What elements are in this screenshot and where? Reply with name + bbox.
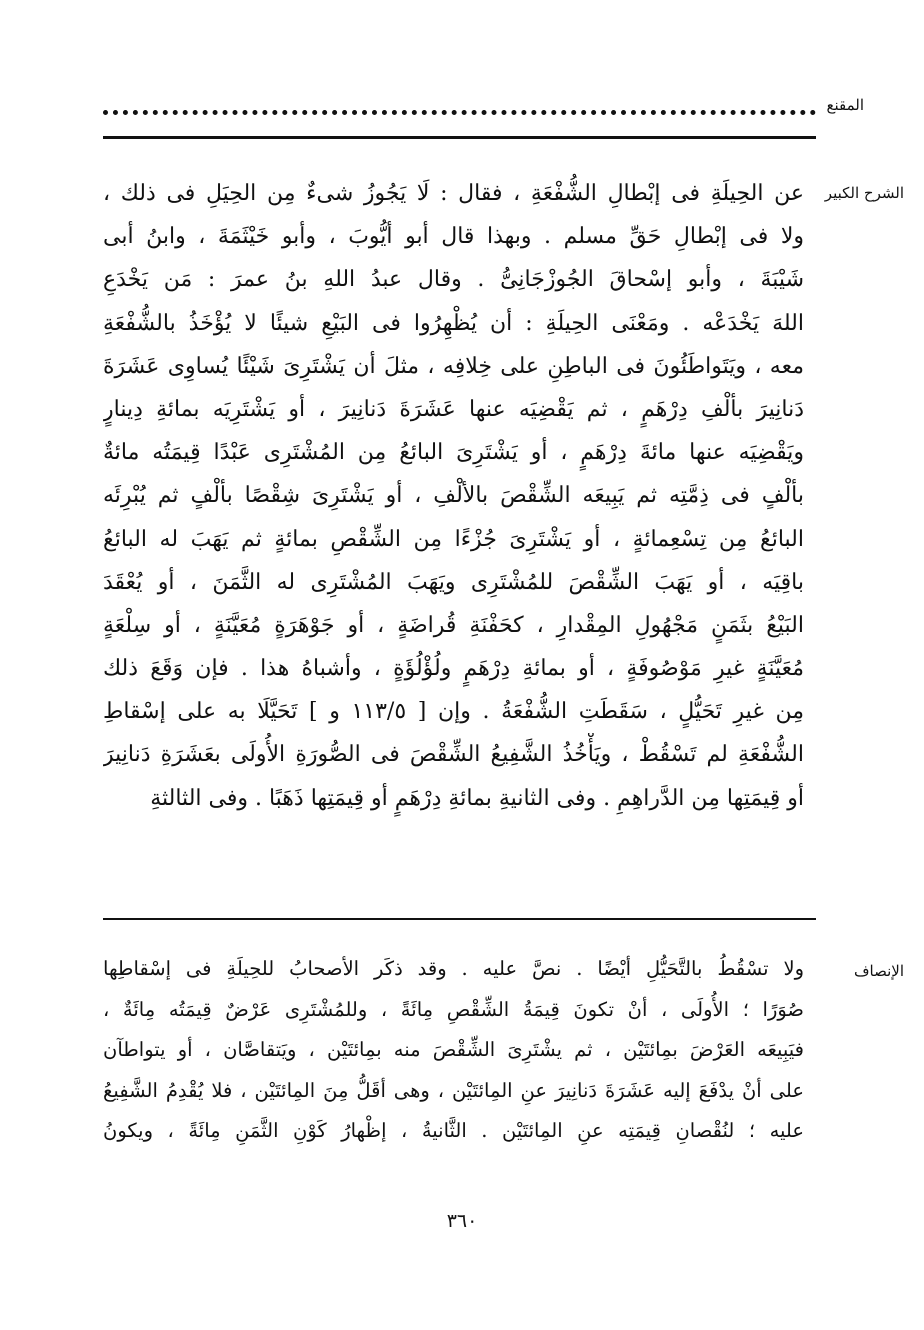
text-line: فيَبِيعَه العَرْضَ بمِائتَيْن ، ثم يشْتَرِىَ الشِّقْصَ منه بمِائتَيْن ، ويَتقاصَّان ، أو يتواطآن (103, 1038, 804, 1061)
text-line: اللهَ يَخْدَعْه . ومَعْنَى الحِيلَةِ : أن يُظْهِرُوا فى البَيْعِ شيئًا لا يُؤْخَذُ بالشُّفْعَةِ (103, 310, 804, 336)
section-label-sharh: الشرح الكبير (824, 184, 904, 202)
running-header-title: المقنع (826, 96, 864, 114)
main-commentary-text (103, 172, 804, 820)
insaf-text (103, 949, 804, 1152)
header-solid-rule (103, 136, 816, 139)
text-line: أو قِيمَتِها مِن الدَّراهِمِ . وفى الثانيةِ بمائةِ دِرْهَمٍ أو قِيمَتِها ذَهَبًا . وفى الثالثةِ (150, 785, 804, 811)
header-dotted-rule (103, 110, 816, 115)
text-line: الشُّفْعَةِ لم تَسْقُطْ ، ويَأْخُذُ الشَّفِيعُ الشِّقْصَ فى الصُّورَةِ الأُولَى بعَشَرَةِ دَنانِيرَ (103, 742, 804, 768)
text-line: البائعُ مِن تِسْعِمائةٍ ، أو يَشْتَرِىَ جُزْءًا مِن الشِّقْصِ بمائةٍ ثم يَهَبَ له البائعُ (103, 526, 804, 552)
text-line: دَنانِيرَ بألْفِ دِرْهَمٍ ، ثم يَقْضِيَه عنها عَشَرَةَ دَنانِيرَ ، أو يَشْتَرِيَه بمائةِ دِينارٍ (103, 396, 804, 422)
page-number: ٣٦٠ (446, 1210, 478, 1232)
section-separator-rule (103, 918, 816, 920)
text-line: مُعَيَّنَةٍ غيرِ مَوْصُوفَةٍ ، أو بمائةِ دِرْهَمٍ ولُؤْلُؤَةٍ ، وأشباهُ هذا . فإن وَقَعَ ذلك (103, 656, 804, 682)
text-line: معه ، ويَتَواطَئُونَ فى الباطِنِ على خِلافِه ، مثلَ أن يَشْتَرِىَ شَيْئًا يُساوِى عَشَرَةَ (103, 353, 804, 379)
text-line: شَيْبَةَ ، وأبو إسْحاقَ الجُوزْجَانِىُّ . وقال عبدُ اللهِ بنُ عمرَ : مَن يَخْدَعِ (103, 267, 804, 293)
section-label-insaf: الإنصاف (853, 962, 904, 980)
text-line: ويَقْضِيَه عنها مائةَ دِرْهَمٍ ، أو يَشْتَرِىَ البائعُ مِن المُشْتَرِى عَبْدًا قِيمَتُه مائةٌ (103, 440, 804, 466)
text-line: مِن غيرِ تَحَيُّلٍ ، سَقَطَتِ الشُّفْعَةُ . وإن [ ١١٣/٥ و ] تَحَيَّلَا به على إسْقاطِ (103, 699, 804, 725)
text-line: بألْفٍ فى ذِمَّتِه ثم يَبِيعَه الشِّقْصَ بالألْفِ ، أو يَشْتَرِىَ شِقْصًا بألْفٍ ثم يُبْرِئَه (103, 483, 804, 509)
text-line: عن الحِيلَةِ فى إبْطالِ الشُّفْعَةِ ، فقال : لَا يَجُوزُ شىءٌ مِن الحِيَلِ فى ذلك ، (103, 181, 804, 206)
text-line: على أنْ يدْفَعَ إليه عَشَرَةَ دَنانِيرَ عنِ المِائتَيْن ، وهى أقَلُّ مِنَ المِائتَيْن ، فلا يُقْدِمُ الشَّفِيعُ (103, 1078, 804, 1102)
text-line: عليه ؛ لنُقْصانِ قِيمَتِه عنِ المِائتَيْن . الثَّانيةُ ، إظْهارُ كَوْنِ الثَّمَنِ مِائَةً ، ويكونُ (103, 1119, 804, 1142)
text-line: ولا فى إبْطالِ حَقِّ مسلم . وبهذا قال أبو أيُّوبَ ، وأبو خَيْثَمَةَ ، وابنُ أبى (103, 224, 804, 250)
text-line: البَيْعُ بثَمَنٍ مَجْهُولِ المِقْدارِ ، كحَفْنَةِ قُراضَةٍ ، أو جَوْهَرَةٍ مُعَيَّنَةٍ ، أو سِلْعَةٍ (103, 612, 804, 638)
text-line: صُوَرًا ؛ الأُولَى ، أنْ تكونَ قِيمَةُ الشِّقْصِ مِائَةً ، وللمُشْتَرِى عَرْضٌ قِيمَتُه مِائَةٌ ، (103, 997, 804, 1021)
text-line: باقِيَه ، أو يَهَبَ الشِّقْصَ للمُشْتَرِى ويَهَبَ المُشْتَرِى له الثَّمَنَ ، أو يُعْقَدَ (103, 569, 804, 595)
text-line: ولا تسْقُطُ بالتَّحَيُّلِ أيْضًا . نصَّ عليه . وقد ذكَر الأصحابُ للحِيلَةِ فى إسْقاطِها (103, 957, 804, 980)
